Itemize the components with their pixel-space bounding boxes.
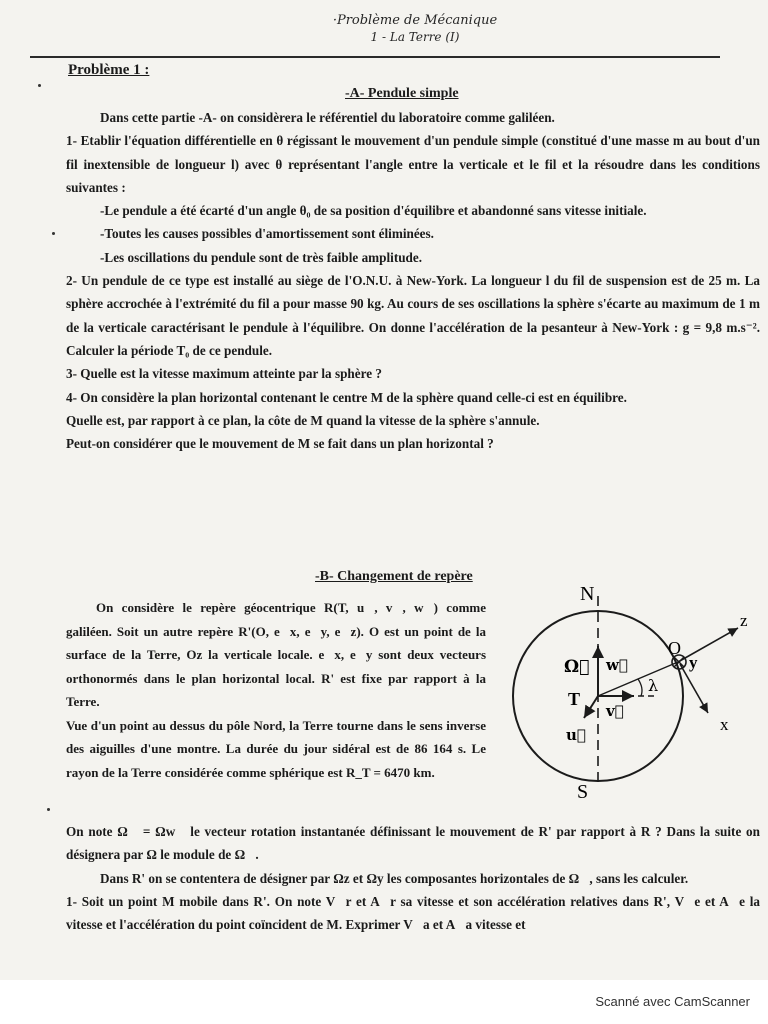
scan-speck — [38, 84, 41, 87]
label-south: S — [577, 781, 589, 803]
label-x-axis: x — [720, 715, 729, 734]
question-a4-part3: Peut-on considérer que le mouvement de M se fait dans un plan horizontal ? — [66, 436, 494, 452]
question-a4-part1: 4- On considère la plan horizontal contenant le centre M de la sphère quand celle-ci est en équilibre. — [66, 389, 627, 405]
header-rule — [30, 56, 720, 58]
latitude-arc — [638, 679, 642, 696]
condition-1: -Le pendule a été écarté d'un angle θ₀ de sa position d'équilibre et abandonné sans vitesse initiale. — [100, 203, 647, 219]
label-u: u⃗ — [566, 726, 586, 744]
section-b-paragraph-4: Dans R' on se contentera de désigner par Ωz et Ωy les composantes horizontales de Ω⃗, sans les calculer. — [100, 870, 689, 886]
label-omega: Ω⃗ — [564, 657, 590, 677]
label-z-axis: z — [740, 611, 748, 630]
label-w: w⃗ — [606, 656, 628, 674]
scanner-footer — [0, 980, 768, 1024]
condition-2: -Toutes les causes possibles d'amortissement sont éliminées. — [100, 226, 434, 242]
section-b-paragraph-3: On note Ω⃗ = Ωw⃗ le vecteur rotation instantanée définissant le mouvement de R' par rapport à R ? Dans la suite on désignera par Ω le module de Ω⃗. — [66, 824, 760, 863]
question-a2: 2- Un pendule de ce type est installé au siège de l'O.N.U. à New-York. La longueur l du fil de suspension est de 25 m. La sphère accrochée à l'extrémité du fil a pour masse 90 kg. Au cours de ses oscillations la sphère s'écarte au maximum de 1 m de la verticale caractérisant le pendule à l'équilibre. On donne l'accélération de la pesanteur à New-York : g = 9,8 m.s⁻². Calculer la période T₀ de ce pendule. — [66, 273, 760, 358]
label-point-O: O — [668, 638, 681, 658]
section-a-title: -A- Pendule simple — [345, 86, 459, 101]
question-a3: 3- Quelle est la vitesse maximum atteinte par la sphère ? — [66, 366, 382, 382]
earth-frame-diagram — [498, 568, 760, 808]
problem-title: Problème 1 : — [68, 62, 150, 78]
section-b-paragraph-5: 1- Soit un point M mobile dans R'. On note V⃗r et A⃗r sa vitesse et son accélération relatives dans R', V⃗e et A⃗e la vitesse et l'accélération du point coïncident de M. Exprimer V⃗a et A⃗a vitesse et — [66, 893, 760, 933]
section-b-column — [66, 596, 486, 784]
label-v: v⃗ — [606, 702, 624, 720]
label-lambda: λ — [648, 676, 659, 695]
question-a4-part2: Quelle est, par rapport à ce plan, la côte de M quand la vitesse de la sphère s'annule. — [66, 412, 540, 428]
u-vector-arrow — [584, 696, 598, 718]
section-a-intro: Dans cette partie -A- on considèrera le référentiel du laboratoire comme galiléen. — [100, 110, 555, 125]
handwritten-header — [285, 12, 545, 46]
handwritten-header-line2: 1 - La Terre (I) — [370, 30, 460, 44]
scan-speck — [52, 232, 55, 235]
scanner-watermark: Scanné avec CamScanner — [595, 994, 750, 1009]
handwritten-header-line1: ·Problème de Mécanique — [332, 13, 498, 28]
condition-3: -Les oscillations du pendule sont de très faible amplitude. — [100, 249, 423, 265]
z-axis-arrow — [678, 628, 738, 662]
label-center-T: T — [568, 689, 581, 709]
section-b-paragraph-2: Vue d'un point au dessus du pôle Nord, la Terre tourne dans le sens inverse des aiguilles d'une montre. La durée du jour sidéral est de 86 164 s. Le rayon de la Terre considérée comme sphérique est R_T = 6470 km. — [66, 717, 486, 780]
section-b-body — [66, 820, 760, 936]
question-a1: 1- Etablir l'équation différentielle en θ régissant le mouvement d'un pendule simple (constitué d'une masse m au bout d'un fil inextensible de longueur l) avec θ représentant l'angle entre la verticale et le fil et la résoudre dans les conditions suivantes : — [66, 133, 760, 195]
scan-speck — [47, 808, 50, 811]
section-b-paragraph-1: On considère le repère géocentrique R(T, u⃗, v⃗, w⃗) comme galiléen. Soit un autre repère R'(O, e⃗x, e⃗y, e⃗z). O est un point de la surface de la Terre, Oz la verticale locale. e⃗x, e⃗y sont deux vecteurs orthonormés dans le plan horizontal local. R' est fixe par rapport à la Terre. — [66, 600, 486, 709]
section-a-body — [66, 106, 760, 455]
section-b-title: -B- Changement de repère — [315, 569, 473, 584]
label-y-axis: y — [689, 653, 698, 672]
label-north: N — [580, 583, 595, 605]
